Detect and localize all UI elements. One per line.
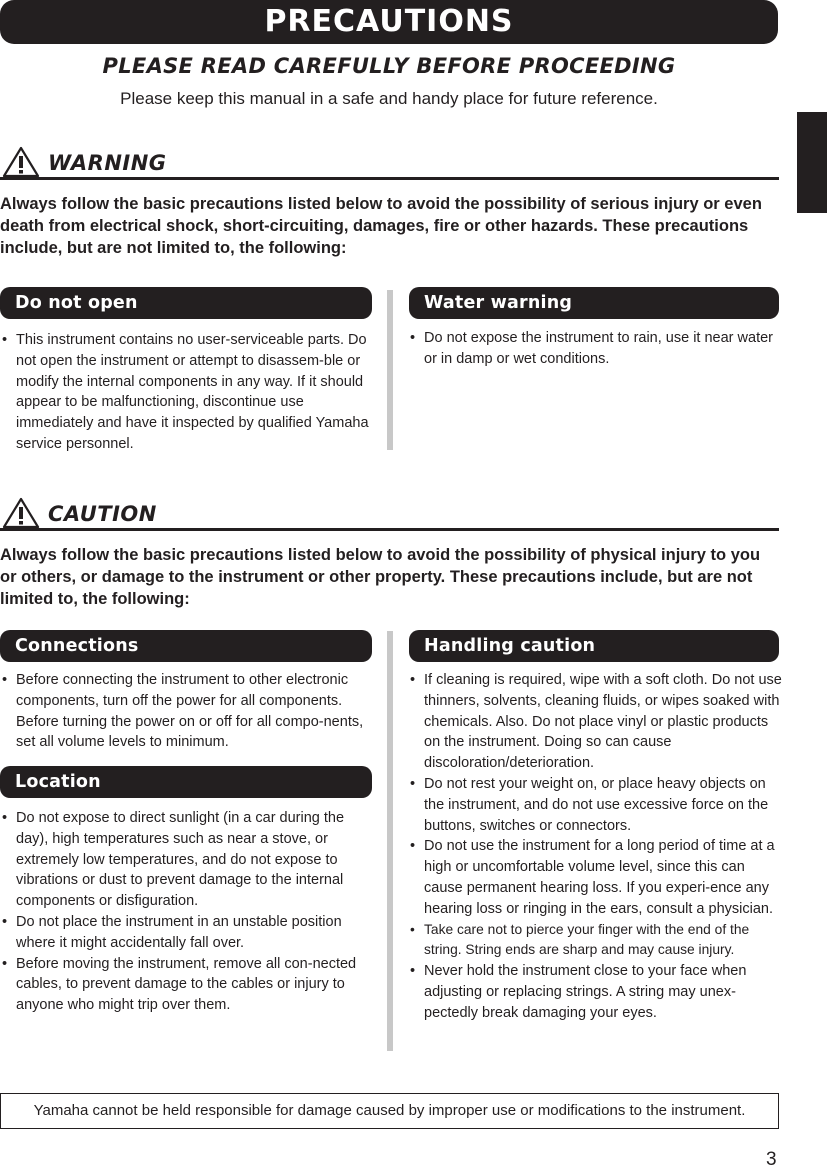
list-item: • Do not expose to direct sunlight (in a car during the day), high temperatures such as near a stove, or extremely low temperatures, and do not expose to vibrations or dust to prevent damage to the internal components or disfiguration. [0,808,374,912]
handling-caution-heading: Handling caution [409,630,779,662]
location-heading: Location [0,766,372,798]
warning-rule [0,177,779,180]
warning-triangle-icon [2,146,40,178]
warning-intro: Always follow the basic precautions listed below to avoid the possibility of serious injury or even death from electrical shock, short-circuiting, damages, fire or other hazards. These precautions include, but are not limited to, the following: [0,195,762,257]
do-not-open-heading: Do not open [0,287,372,319]
list-item: • Do not place the instrument in an unstable position where it might accidentally fall over. [0,912,374,954]
do-not-open-list [0,330,374,455]
list-item: • If cleaning is required, wipe with a soft cloth. Do not use thinners, solvents, cleaning fluids, or wipes soaked with chemicals. Also. Do not place vinyl or plastic products on the instrument. Doing so can cause discoloration/deterioration. [408,670,783,774]
page-title: PRECAUTIONS [0,0,778,44]
list-item: • Before connecting the instrument to other electronic components, turn off the power for all components. Before turning the power on or off for all compo-nents, set all volume levels to minimum. [0,670,374,753]
location-list [0,808,374,1016]
caution-label: CAUTION [48,502,157,526]
subtitle: PLEASE READ CAREFULLY BEFORE PROCEEDING [102,54,676,78]
connections-heading: Connections [0,630,372,662]
tagline: Please keep this manual in a safe and handy place for future reference. [120,89,658,108]
page-number: 3 [766,1149,777,1170]
water-warning-heading: Water warning [409,287,779,319]
list-item: • Take care not to pierce your finger with the end of the string. String ends are sharp and may cause injury. [408,920,783,962]
disclaimer-box: Yamaha cannot be held responsible for damage caused by improper use or modifications to the instrument. [0,1093,779,1129]
caution-rule [0,528,779,531]
handling-caution-list [408,670,783,1024]
column-divider [387,631,393,1051]
list-item: • Do not rest your weight on, or place heavy objects on the instrument, and do not use excessive force on the buttons, switches or connectors. [408,774,783,836]
list-item: • Never hold the instrument close to your face when adjusting or replacing strings. A string may unex-pectedly break damaging your eyes. [408,961,783,1023]
caution-intro: Always follow the basic precautions listed below to avoid the possibility of physical injury to you or others, or damage to the instrument or other property. These precautions include, but are not limited to, the following: [0,546,761,608]
connections-list [0,670,374,753]
warning-header [0,146,779,180]
column-divider [387,290,393,450]
warning-label: WARNING [48,151,167,175]
caution-header [0,497,779,531]
list-item: • Before moving the instrument, remove all con-nected cables, to prevent damage to the cables or injury to anyone who might trip over them. [0,954,374,1016]
list-item: • Do not expose the instrument to rain, use it near water or in damp or wet conditions. [408,328,780,370]
list-item: • Do not use the instrument for a long period of time at a high or uncomfortable volume level, since this can cause permanent hearing loss. If you experi-ence any hearing loss or ringing in the ears, consult a physician. [408,836,783,919]
list-item: • This instrument contains no user-serviceable parts. Do not open the instrument or attempt to disassem-ble or modify the internal components in any way. If it should appear to be malfunctioning, discontinue use immediately and have it inspected by qualified Yamaha service personnel. [0,330,374,455]
water-warning-list [408,328,780,370]
section-tab-marker [797,112,827,213]
caution-triangle-icon [2,497,40,529]
